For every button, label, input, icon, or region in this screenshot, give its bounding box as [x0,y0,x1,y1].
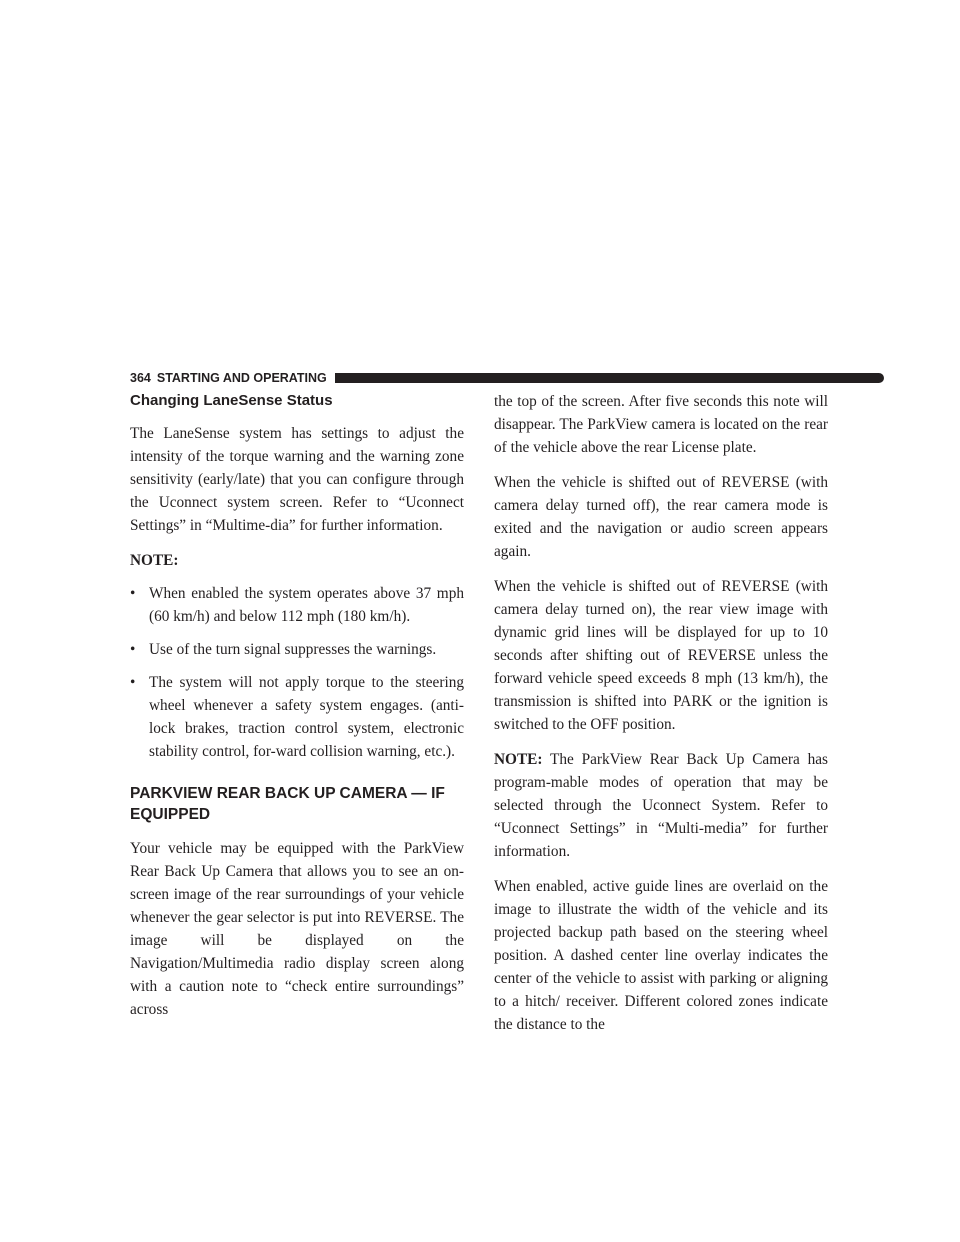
paragraph: When the vehicle is shifted out of REVERSE (with camera delay turned off), the rear camera mode is exited and the navigation or audio screen appears again. [494,474,828,560]
bullet-icon: • [130,674,136,691]
section-heading: PARKVIEW REAR BACK UP CAMERA — IF EQUIPPED [130,785,445,823]
section-title: STARTING AND OPERATING [156,371,327,385]
paragraph-intro: The LaneSense system has settings to adjust the intensity of the torque warning and the warning zone sensitivity (early/late) that you can configure through the Uconnect system screen. Refer to “Uconnect Settings” in “Multime-dia” for further information. [130,425,464,534]
paragraph-section-intro: Your vehicle may be equipped with the ParkView Rear Back Up Camera that allows you to see an on-screen image of the rear surroundings of your vehicle whenever the gear selector is put into REVERSE. The image will be displayed on the Navigation/Multimedia radio display screen along with a caution note to “check entire surroundings” across [130,840,464,1018]
note-bullet-list [130,582,464,763]
list-item [130,671,464,763]
page-number: 364 [130,371,151,385]
note-paragraph [494,748,828,863]
list-item-text: When enabled the system operates above 37 mph (60 km/h) and below 112 mph (180 km/h). [149,585,464,625]
paragraph: the top of the screen. After five seconds this note will disappear. The ParkView camera is located on the rear of the vehicle above the rear License plate. [494,393,828,456]
subsection-heading: Changing LaneSense Status [130,392,333,409]
right-column [494,390,828,1048]
list-item-text: The system will not apply torque to the steering wheel whenever a safety system engages. (anti-lock brakes, traction control system, electronic stability control, for-ward collision warning, etc.). [149,674,464,760]
bullet-icon: • [130,585,136,602]
paragraph: When enabled, active guide lines are overlaid on the image to illustrate the width of the vehicle and its projected backup path based on the steering wheel position. A dashed center line overlay indicates the center of the vehicle to assist with parking or aligning to a hitch/ receiver. Different colored zones indicate the distance to the [494,878,828,1033]
note-text: The ParkView Rear Back Up Camera has program-mable modes of operation that may be selected through the Uconnect System. Refer to “Uconnect Settings” in “Multi-media” for further information. [494,751,828,860]
note-label: NOTE: [494,751,543,768]
bullet-icon: • [130,641,136,658]
list-item [130,638,464,661]
list-item-text: Use of the turn signal suppresses the warnings. [149,641,437,658]
note-label: NOTE: [130,552,179,569]
paragraph: When the vehicle is shifted out of REVERSE (with camera delay turned on), the rear view image with dynamic grid lines will be displayed for up to 10 seconds after shifting out of REVERSE unless the forward vehicle speed exceeds 8 mph (13 km/h), the transmission is shifted into PARK or the ignition is switched to the OFF position. [494,578,828,733]
page-header [130,370,884,386]
header-rule [335,373,884,383]
list-item [130,582,464,628]
left-column [130,390,464,1033]
